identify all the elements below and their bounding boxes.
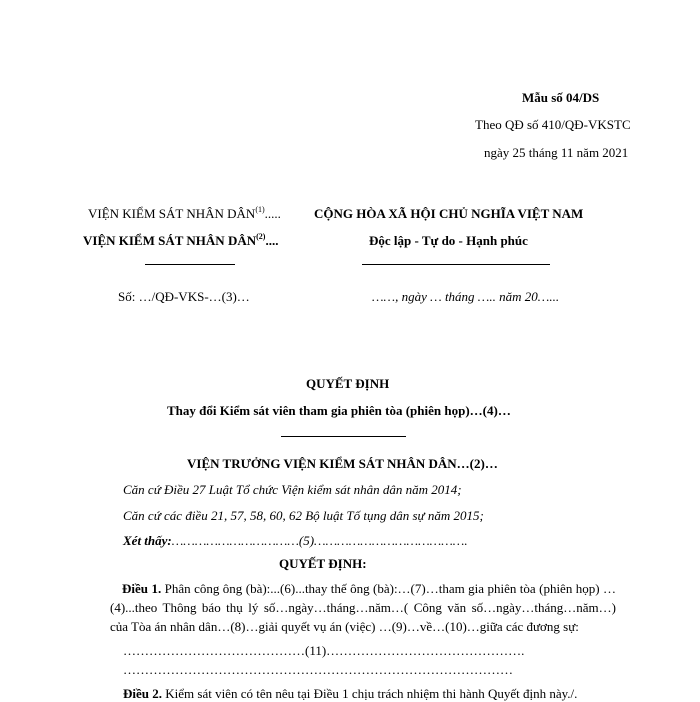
article-1: Điều 1. Phân công ông (bà):...(6)...thay thế ông (bà):…(7)…tham gia phiên tòa (phiên họp) …(4)...theo Thông báo thụ lý số…ngày…tháng…năm…( Công văn số…ngày…tháng…năm…) của Tòa án nhân dân…(8)…giải quyết vụ án (việc) …(9)…về…(10)…giữa các đương sự: [110, 581, 617, 634]
form-code: Mẫu số 04/DS [522, 90, 600, 105]
issuing-agency-level2: VIỆN KIỂM SÁT NHÂN DÂN$^{(2)}$.... [83, 231, 279, 248]
title-rule [281, 436, 406, 437]
document-number: Số: …/QĐ-VKS-…(3)… [118, 289, 250, 304]
national-title: CỘNG HÒA XÃ HỘI CHỦ NGHĨA VIỆT NAM [314, 206, 584, 221]
national-motto: Độc lập - Tự do - Hạnh phúc [369, 233, 528, 248]
authority-heading: VIỆN TRƯỞNG VIỆN KIỂM SÁT NHÂN DÂN…(2)… [187, 456, 498, 471]
document-subtitle: Thay đổi Kiểm sát viên tham gia phiên tòa (phiên họp)…(4)… [167, 403, 511, 418]
considering-line: Xét thấy:……………………………(5)…………………………………. [123, 533, 468, 548]
form-date: ngày 25 tháng 11 năm 2021 [484, 145, 629, 160]
left-header-rule [145, 264, 235, 265]
parties-line-2: ……………………………………………………………………………… [123, 662, 513, 677]
form-basis: Theo QĐ số 410/QĐ-VKSTC [475, 117, 631, 132]
legal-basis-1: Căn cứ Điều 27 Luật Tổ chức Viện kiểm sát nhân dân năm 2014; [123, 482, 462, 497]
document-title: QUYẾT ĐỊNH [306, 376, 390, 391]
article-2: Điều 2. Kiểm sát viên có tên nêu tại Điều 1 chịu trách nhiệm thi hành Quyết định này./. [123, 686, 578, 701]
issuing-agency-level1: VIỆN KIỂM SÁT NHÂN DÂN$^{(1)}$..... [88, 204, 281, 221]
parties-line-1: ……………………………………(11)………………………………………. [123, 643, 525, 658]
legal-basis-2: Căn cứ các điều 21, 57, 58, 60, 62 Bộ luật Tố tụng dân sự năm 2015; [123, 508, 484, 523]
place-date: ……, ngày … tháng ….. năm 20…... [372, 289, 560, 304]
decision-heading: QUYẾT ĐỊNH: [279, 556, 367, 571]
right-header-rule [362, 264, 550, 265]
